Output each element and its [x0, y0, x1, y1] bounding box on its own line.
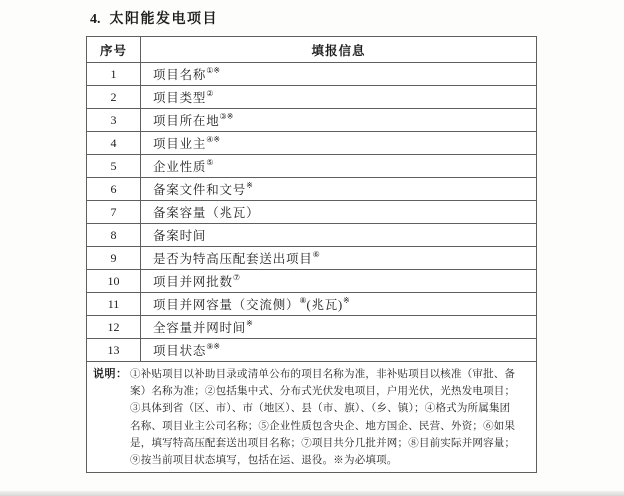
section-title-text: 太阳能发电项目 — [109, 12, 218, 27]
table-row — [87, 178, 537, 201]
scan-edge-artifact — [0, 491, 624, 496]
notes-block — [93, 366, 531, 469]
row-number: 12 — [87, 316, 141, 339]
row-label: 项目名称 — [153, 68, 207, 82]
row-label-cell — [141, 178, 537, 201]
row-label: 全容量并网时间 — [153, 321, 247, 335]
row-label-cell — [141, 201, 537, 224]
row-label-cell — [141, 109, 537, 132]
footnote-marker: ③※ — [219, 111, 234, 121]
notes-row — [87, 362, 537, 473]
row-number: 3 — [87, 109, 141, 132]
notes-line: ①补贴项目以补助目录或清单公布的项目名称为准，非补贴项目以核准（审批、备 — [130, 369, 516, 380]
row-label: 项目所在地 — [153, 114, 220, 128]
notes-line: ③具体到省（区、市）、市（地区）、县（市、旗）、（乡、镇）；④格式为所属集团 — [130, 403, 511, 415]
row-label: 备案文件和文号 — [153, 183, 247, 197]
row-number: 10 — [87, 270, 141, 293]
notes-line: 案）名称为准；②包括集中式、分布式光伏发电项目，户用光伏，光热发电项目； — [130, 386, 516, 398]
row-label: 是否为特高压配套送出项目 — [153, 252, 313, 266]
table-row — [87, 224, 537, 247]
row-number: 4 — [87, 132, 141, 155]
notes-line: ⑨按当前项目状态填写，包括在运、退役。※为必填项。 — [130, 455, 398, 467]
row-number: 1 — [87, 63, 141, 86]
row-number: 9 — [87, 247, 141, 270]
col-header-info: 填报信息 — [141, 37, 537, 63]
footnote-marker: ⑥ — [312, 249, 320, 259]
footnote-marker: ⑦ — [232, 272, 240, 282]
notes-cell — [87, 362, 537, 473]
notes-label: 说明： — [93, 368, 128, 380]
row-label: 项目业主 — [153, 137, 207, 151]
footnote-marker: ⑧ — [299, 295, 307, 305]
row-label-cell — [141, 270, 537, 293]
row-label-cell — [141, 293, 537, 316]
footnote-marker: ⑨※ — [206, 341, 221, 351]
row-number: 11 — [87, 293, 141, 316]
table-row — [87, 201, 537, 224]
col-header-seq: 序号 — [87, 37, 141, 63]
footnote-marker: ⑤ — [206, 157, 214, 167]
row-label-cell — [141, 339, 537, 362]
row-label: 备案时间 — [153, 229, 207, 243]
row-label-cell — [141, 316, 537, 339]
row-number: 8 — [87, 224, 141, 247]
row-number: 7 — [87, 201, 141, 224]
row-label: 项目类型 — [153, 91, 207, 105]
header-row — [87, 37, 537, 63]
table-row — [87, 270, 537, 293]
notes-line: 名称、项目业主公司名称；⑤企业性质包含央企、地方国企、民营、外资；⑥如果 — [130, 420, 516, 432]
row-label: 项目状态 — [153, 344, 207, 358]
notes-text — [130, 366, 531, 469]
row-label: 项目并网容量（交流侧） — [153, 298, 300, 312]
row-label-cell — [141, 86, 537, 109]
table-row — [87, 247, 537, 270]
row-label-cell — [141, 132, 537, 155]
table-row — [87, 316, 537, 339]
row-label-cell — [141, 155, 537, 178]
footnote-marker: ② — [206, 88, 214, 98]
table-row — [87, 63, 537, 86]
row-label-unit: (兆瓦) — [306, 298, 344, 312]
row-label-cell — [141, 224, 537, 247]
table-row — [87, 339, 537, 362]
row-number: 6 — [87, 178, 141, 201]
table-row — [87, 293, 537, 316]
row-label: 企业性质 — [153, 160, 207, 174]
section-title — [90, 8, 218, 28]
row-number: 13 — [87, 339, 141, 362]
footnote-marker: ※ — [246, 180, 253, 190]
footnote-marker: ※ — [246, 318, 253, 328]
row-label-cell — [141, 247, 537, 270]
table-row — [87, 155, 537, 178]
row-number: 5 — [87, 155, 141, 178]
table-row — [87, 132, 537, 155]
section-number: 4. — [90, 12, 101, 27]
footnote-marker: ※ — [343, 295, 350, 305]
row-number: 2 — [87, 86, 141, 109]
row-label-cell — [141, 63, 537, 86]
footnote-marker: ①※ — [206, 65, 221, 75]
row-label: 备案容量（兆瓦） — [153, 206, 260, 220]
table-row — [87, 109, 537, 132]
notes-line: 是，填写特高压配套送出项目名称；⑦项目共分几批并网；⑧目前实际并网容量； — [130, 437, 516, 449]
row-label: 项目并网批数 — [153, 275, 233, 289]
footnote-marker: ④※ — [206, 134, 221, 144]
table-row — [87, 86, 537, 109]
project-info-table — [86, 36, 537, 473]
